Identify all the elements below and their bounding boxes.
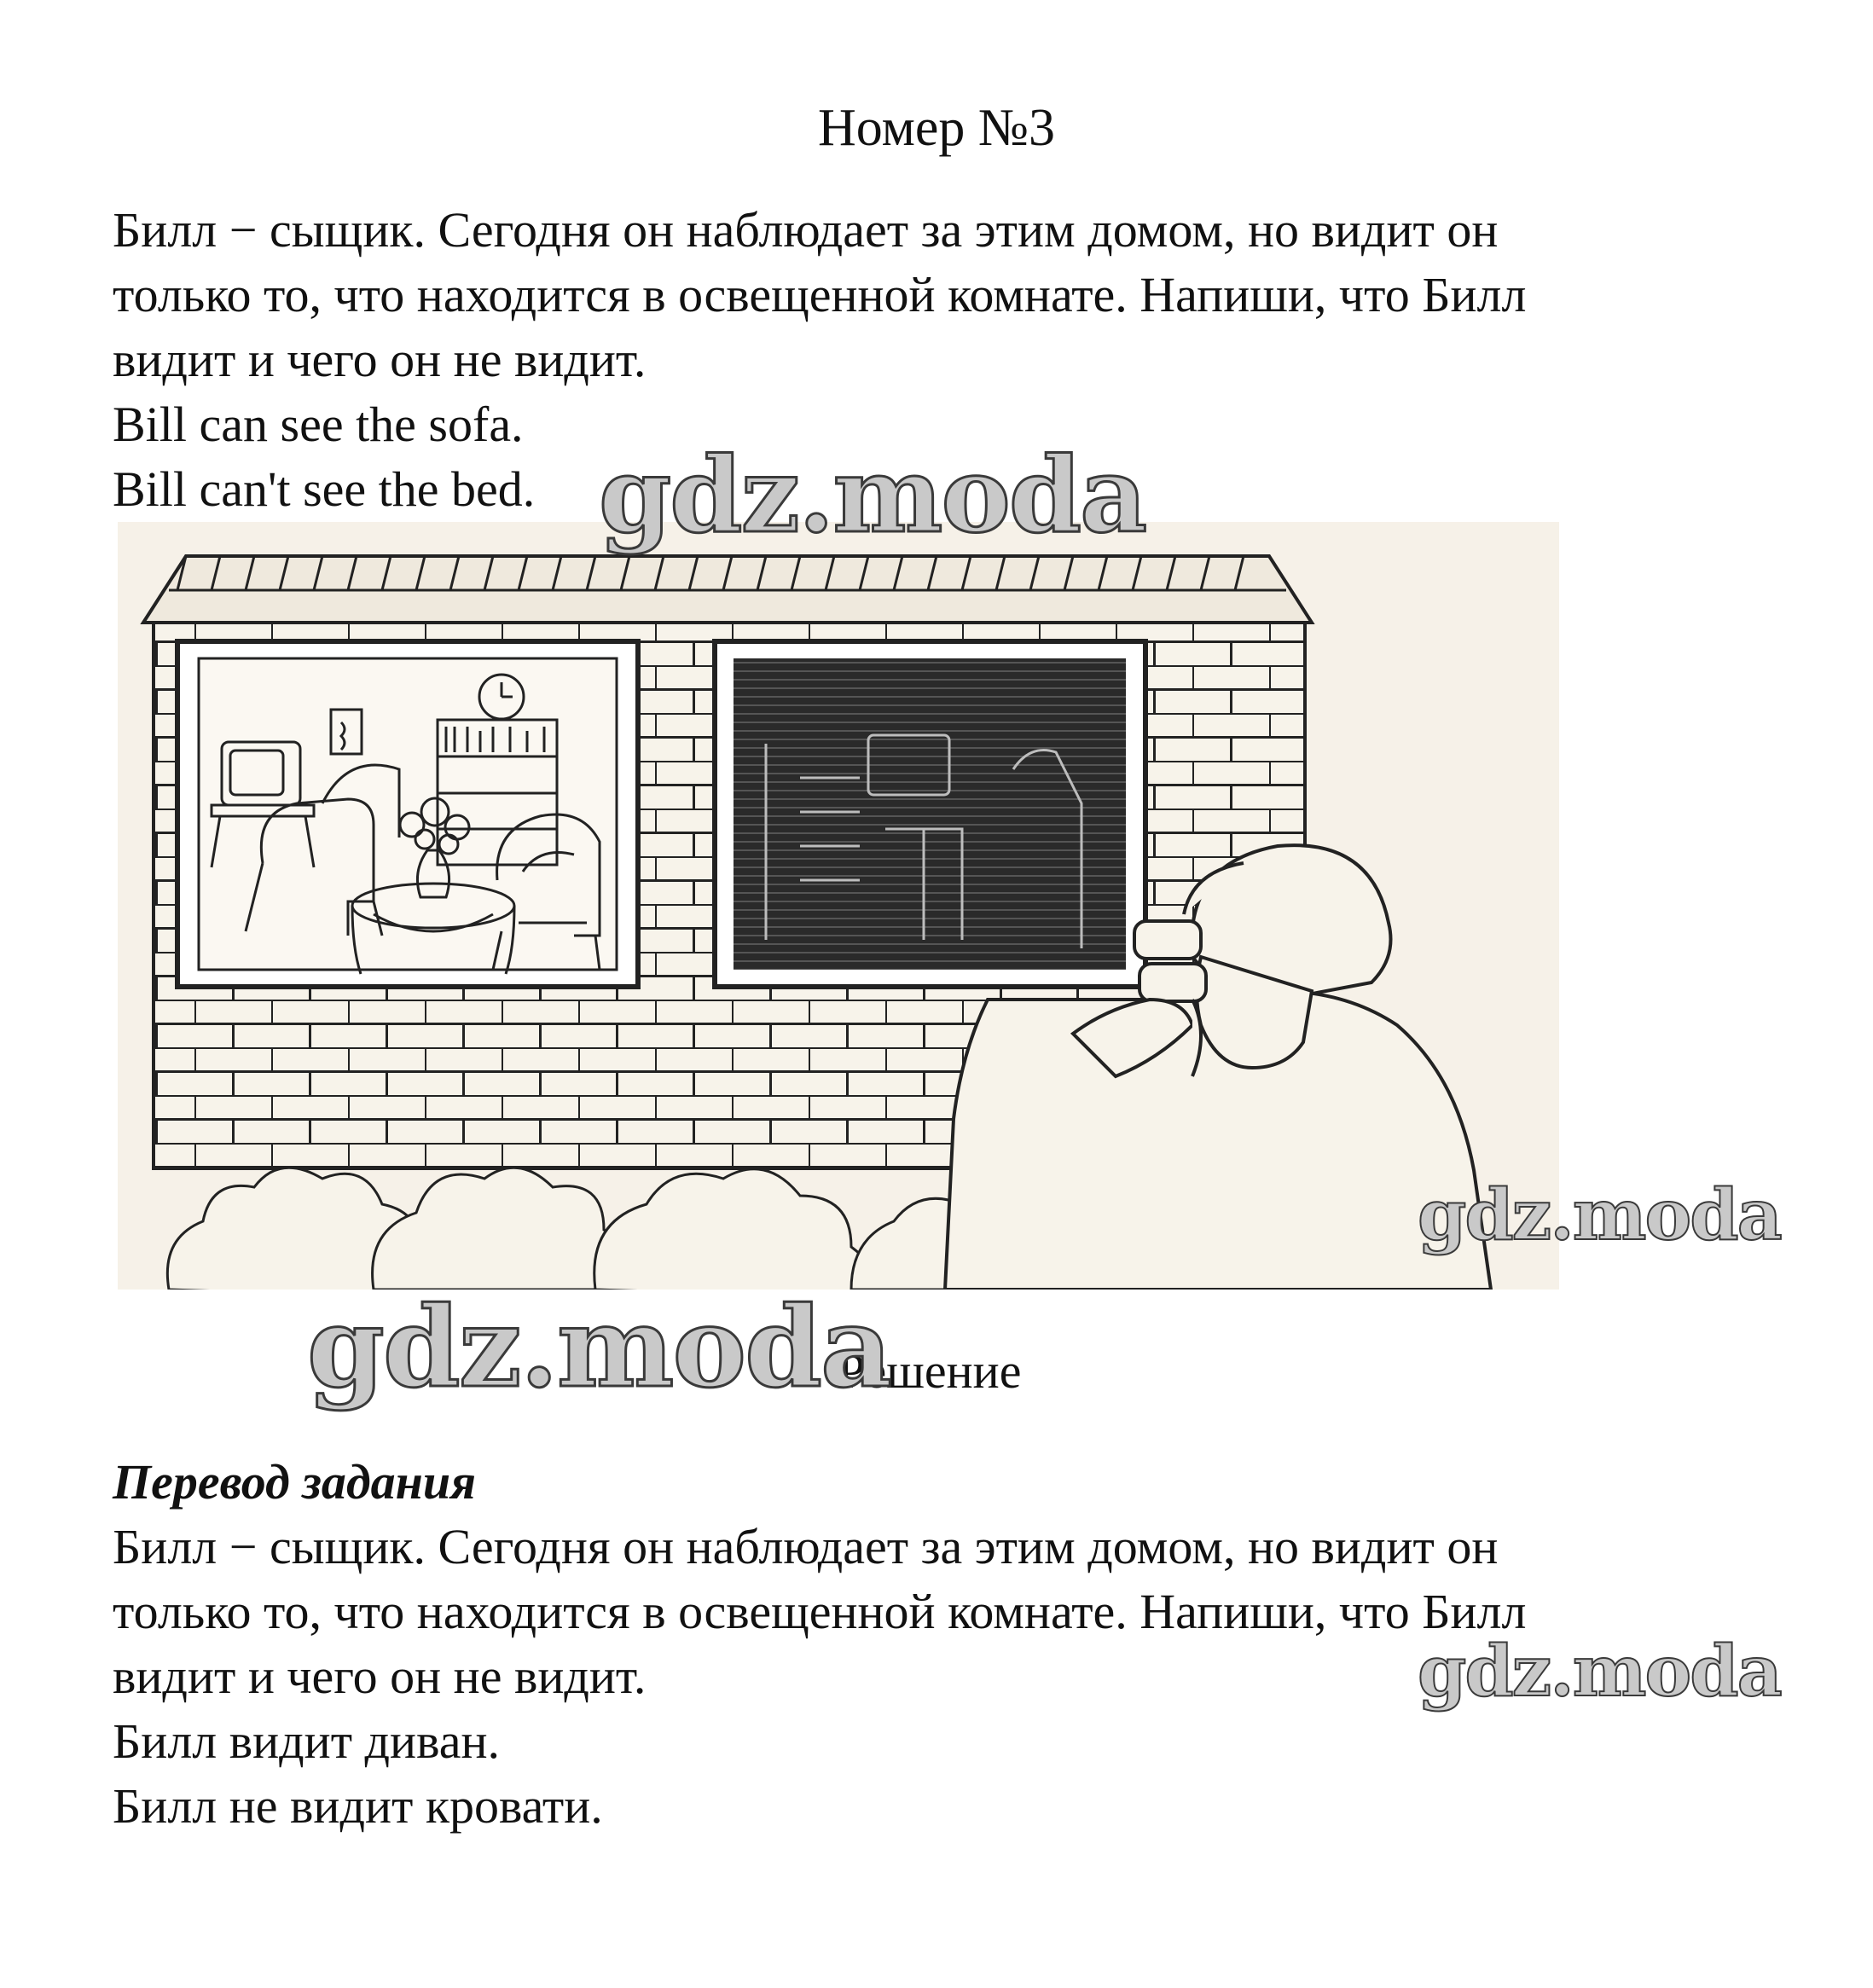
watermark-logo: gdz.moda xyxy=(599,433,1146,556)
answer-cant: Билл не видит кровати. xyxy=(113,1778,603,1834)
translation-line: видит и чего он не видит. xyxy=(113,1649,647,1704)
solution-label: Решение xyxy=(838,1343,1022,1399)
translation-line: только то, что находится в освещенной комнате. Напиши, что Билл xyxy=(113,1584,1527,1639)
answer-can: Билл видит диван. xyxy=(113,1713,501,1769)
task-line: только то, что находится в освещенной комнате. Напиши, что Билл xyxy=(113,267,1527,322)
task-text xyxy=(113,198,1801,392)
watermark-logo: gdz.moda xyxy=(307,1282,891,1412)
task-line: Билл − сыщик. Сегодня он наблюдает за этим домом, но видит он xyxy=(113,202,1499,258)
example-cant: Bill can't see the bed. xyxy=(113,461,536,517)
translation-line: Билл − сыщик. Сегодня он наблюдает за этим домом, но видит он xyxy=(113,1519,1499,1574)
detective-house-illustration xyxy=(118,522,1559,1290)
translation-heading: Перевод задания xyxy=(113,1454,476,1510)
example-can: Bill can see the sofa. xyxy=(113,397,524,452)
task-line: видит и чего он не видит. xyxy=(113,332,647,387)
watermark-logo: gdz.moda xyxy=(1418,1174,1781,1256)
page-title: Номер №3 xyxy=(817,99,1055,157)
watermark-logo: gdz.moda xyxy=(1418,1631,1781,1713)
